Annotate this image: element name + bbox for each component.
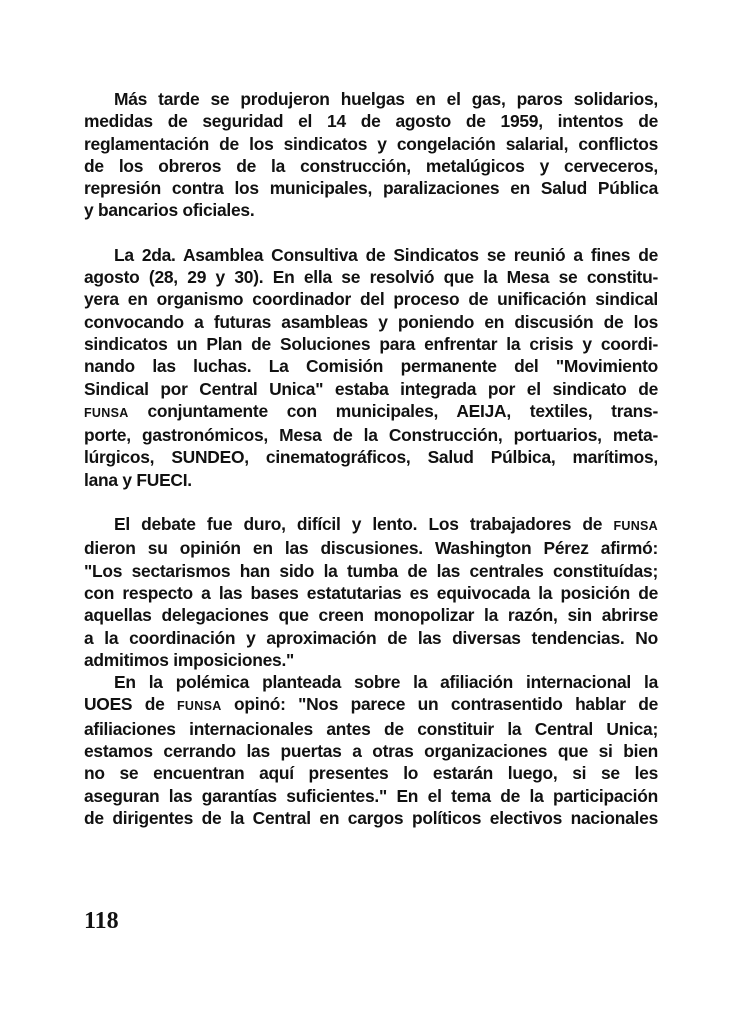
paragraph-2 bbox=[84, 244, 658, 491]
text-line: FUNSA conjuntamente con municipales, AEIJA, textiles, trans- bbox=[84, 400, 658, 421]
paragraph-4 bbox=[84, 671, 658, 829]
text-line: y bancarios oficiales. bbox=[84, 200, 255, 221]
text-line: con respecto a las bases estatutarias es equivocada la posición de bbox=[84, 582, 658, 603]
text-line: lúrgicos, SUNDEO, cinematográficos, Salud Púlbica, marítimos, bbox=[84, 447, 658, 468]
paragraph-3 bbox=[84, 513, 658, 671]
text-line: "Los sectarismos han sido la tumba de las centrales constituídas; bbox=[84, 560, 658, 581]
text-line: porte, gastronómicos, Mesa de la Construcción, portuarios, meta- bbox=[84, 425, 658, 446]
text-line: reglamentación de los sindicatos y congelación salarial, conflictos bbox=[84, 133, 658, 154]
text-line: convocando a futuras asambleas y poniendo en discusión de los bbox=[84, 311, 658, 332]
page-number: 118 bbox=[84, 908, 119, 934]
text-line: aseguran las garantías suficientes." En el tema de la participación bbox=[84, 785, 658, 806]
text-line: afiliaciones internacionales antes de constituir la Central Unica; bbox=[84, 718, 658, 739]
text-line: Más tarde se produjeron huelgas en el gas, paros solidarios, bbox=[114, 89, 658, 109]
text-line: dieron su opinión en las discusiones. Washington Pérez afirmó: bbox=[84, 538, 658, 559]
text-line: de los obreros de la construcción, metalúgicos y cerveceros, bbox=[84, 155, 658, 176]
paragraph-gap bbox=[84, 491, 658, 513]
text-line: En la polémica planteada sobre la afiliación internacional la bbox=[114, 672, 658, 693]
text-line: a la coordinación y aproximación de las diversas tendencias. No bbox=[84, 627, 658, 648]
page-body bbox=[84, 88, 658, 829]
text-line: represión contra los municipales, paralizaciones en Salud Pública bbox=[84, 178, 658, 199]
text-line: Sindical por Central Unica" estaba integrada por el sindicato de bbox=[84, 378, 658, 399]
text-line: medidas de seguridad el 14 de agosto de 1959, intentos de bbox=[84, 111, 658, 132]
text-line: no se encuentran aquí presentes lo estarán luego, si se les bbox=[84, 763, 658, 784]
paragraph-gap bbox=[84, 222, 658, 244]
text-line: lana y FUECI. bbox=[84, 469, 192, 490]
text-line: UOES de FUNSA opinó: "Nos parece un contrasentido hablar de bbox=[84, 694, 659, 715]
text-line: de dirigentes de la Central en cargos políticos electivos nacionales bbox=[84, 807, 658, 828]
text-line: yera en organismo coordinador del proceso de unificación sindical bbox=[84, 289, 658, 310]
paragraph-1 bbox=[84, 88, 658, 222]
text-line: sindicatos un Plan de Soluciones para enfrentar la crisis y coordi- bbox=[84, 333, 658, 354]
text-line: aquellas delegaciones que creen monopolizar la razón, sin abrirse bbox=[84, 605, 658, 626]
text-line: El debate fue duro, difícil y lento. Los trabajadores de FUNSA bbox=[114, 514, 658, 535]
text-line: estamos cerrando las puertas a otras organizaciones que si bien bbox=[84, 741, 658, 762]
text-line: admitimos imposiciones." bbox=[84, 649, 295, 670]
text-line: nando las luchas. La Comisión permanente del "Movimiento bbox=[84, 356, 658, 377]
text-line: agosto (28, 29 y 30). En ella se resolvió que la Mesa se constitu- bbox=[84, 267, 658, 288]
text-line: La 2da. Asamblea Consultiva de Sindicatos se reunió a fines de bbox=[114, 244, 658, 265]
